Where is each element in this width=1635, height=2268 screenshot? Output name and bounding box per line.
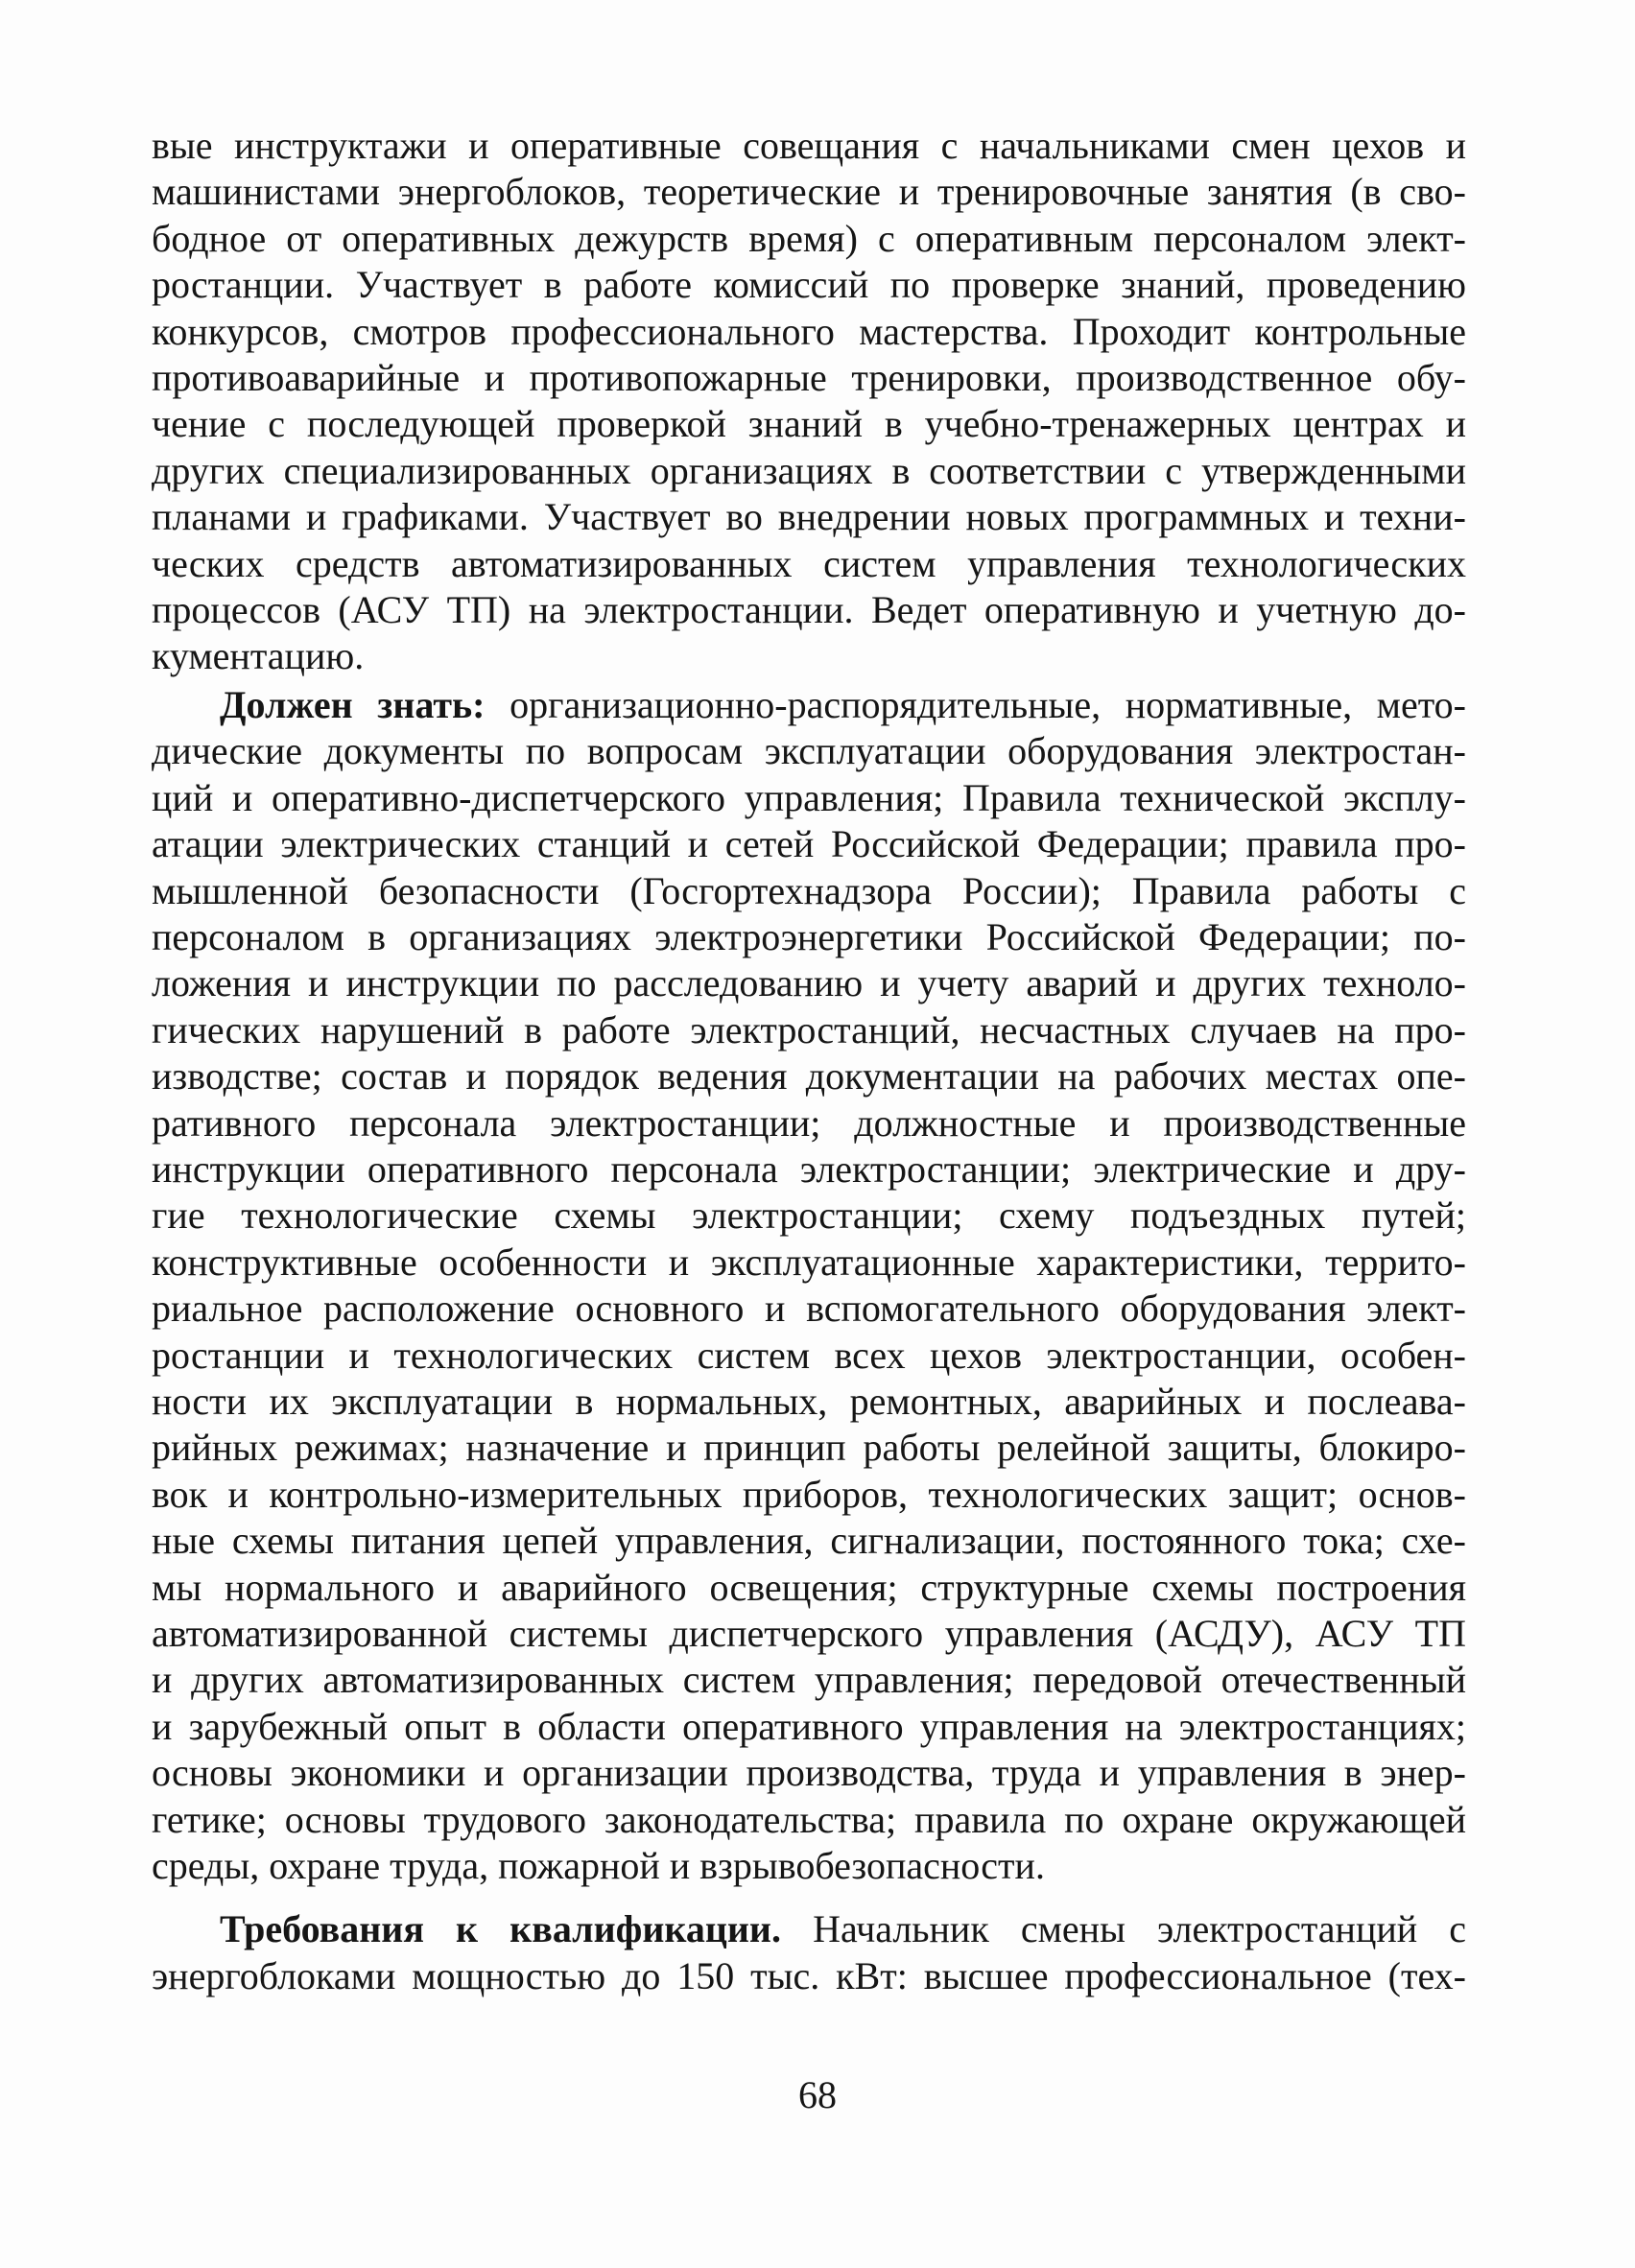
text-line: изводстве; состав и порядок ведения документации на рабочих местах опе- xyxy=(152,1054,1466,1099)
section-heading-must-know: Должен знать: xyxy=(220,682,486,726)
text-line: гических нарушений в работе электростанций, несчастных случаев на про- xyxy=(152,1007,1466,1051)
text-run: организационно-распорядительные, нормативные, мето- xyxy=(485,682,1466,726)
text-line: персоналом в организациях электроэнергетики Российской Федерации; по- xyxy=(152,914,1466,958)
text-line: рийных режимах; назначение и принцип работы релейной защиты, блокиро- xyxy=(152,1426,1466,1470)
text-line: инструкции оперативного персонала электростанции; электрические и дру- xyxy=(152,1146,1466,1191)
text-line: энергоблоками мощностью до 150 тыс. кВт: высшее профессиональное (тех- xyxy=(152,1953,1466,1997)
text-line: ций и оперативно-диспетчерского управления; Правила технической эксплу- xyxy=(152,775,1466,819)
text-line: противоаварийные и противопожарные тренировки, производственное обу- xyxy=(152,356,1466,400)
text-line: риальное расположение основного и вспомогательного оборудования элект- xyxy=(152,1287,1466,1331)
text-line: ложения и инструкции по расследованию и учету аварий и других техноло- xyxy=(152,961,1466,1005)
text-line: ростанции и технологических систем всех цехов электростанции, особен- xyxy=(152,1333,1466,1377)
body-text xyxy=(152,123,1466,1999)
text-line: машинистами энергоблоков, теоретические и тренировочные занятия (в сво- xyxy=(152,170,1466,214)
text-line: вые инструктажи и оперативные совещания с начальниками смен цехов и xyxy=(152,124,1466,167)
text-line: вок и контрольно-измерительных приборов, технологических защит; основ- xyxy=(152,1472,1466,1516)
text-line: конкурсов, смотров профессионального мастерства. Проходит контрольные xyxy=(152,309,1466,353)
text-line: и зарубежный опыт в области оперативного управления на электростанциях; xyxy=(152,1704,1466,1748)
text-line: других специализированных организациях в соответствии с утвержденными xyxy=(152,448,1466,492)
paragraph-gap xyxy=(152,1889,1466,1906)
text-line: среды, охране труда, пожарной и взрывобезопасности. xyxy=(152,1844,1045,1888)
text-line: кументацию. xyxy=(152,634,365,678)
text-line: ческих средств автоматизированных систем управления технологических xyxy=(152,541,1466,585)
paragraph-qualification xyxy=(152,1906,1466,1999)
text-line xyxy=(152,682,1466,728)
text-line: ности их эксплуатации в нормальных, ремонтных, аварийных и послеава- xyxy=(152,1379,1466,1423)
text-line xyxy=(152,1906,1466,1952)
text-line: гие технологические схемы электростанции; схему подъездных путей; xyxy=(152,1193,1466,1238)
text-line: ные схемы питания цепей управления, сигнализации, постоянного тока; схе- xyxy=(152,1519,1466,1563)
text-line: дические документы по вопросам эксплуатации оборудования электростан- xyxy=(152,729,1466,773)
text-run: Начальник смены электростанций с xyxy=(780,1907,1467,1951)
text-line: конструктивные особенности и эксплуатационные характеристики, террито- xyxy=(152,1240,1466,1284)
text-line: мы нормального и аварийного освещения; структурные схемы построения xyxy=(152,1565,1466,1609)
text-line: автоматизированной системы диспетчерского управления (АСДУ), АСУ ТП xyxy=(152,1612,1466,1655)
text-line: гетике; основы трудового законодательства; правила по охране окружающей xyxy=(152,1797,1466,1841)
page-number: 68 xyxy=(798,2073,837,2116)
text-line: мышленной безопасности (Госгортехнадзора России); Правила работы с xyxy=(152,868,1466,912)
text-line: чение с последующей проверкой знаний в учебно-тренажерных центрах и xyxy=(152,402,1466,446)
text-line: планами и графиками. Участвует во внедрении новых программных и техни- xyxy=(152,495,1466,539)
text-line: бодное от оперативных дежурств время) с оперативным персоналом элект- xyxy=(152,216,1466,260)
section-heading-qualification: Требования к квалификации. xyxy=(220,1907,781,1951)
text-line: и других автоматизированных систем управления; передовой отечественный xyxy=(152,1658,1466,1702)
text-line: атации электрических станций и сетей Российской Федерации; правила про- xyxy=(152,822,1466,866)
text-line: основы экономики и организации производства, труда и управления в энер- xyxy=(152,1751,1466,1795)
text-line: ративного персонала электростанции; должностные и производственные xyxy=(152,1100,1466,1145)
text-line: ростанции. Участвует в работе комиссий по проверке знаний, проведению xyxy=(152,263,1466,307)
text-line: процессов (АСУ ТП) на электростанции. Ведет оперативную и учетную до- xyxy=(152,588,1466,632)
paragraph-must-know xyxy=(152,682,1466,1890)
paragraph-duties-continued xyxy=(152,123,1466,680)
